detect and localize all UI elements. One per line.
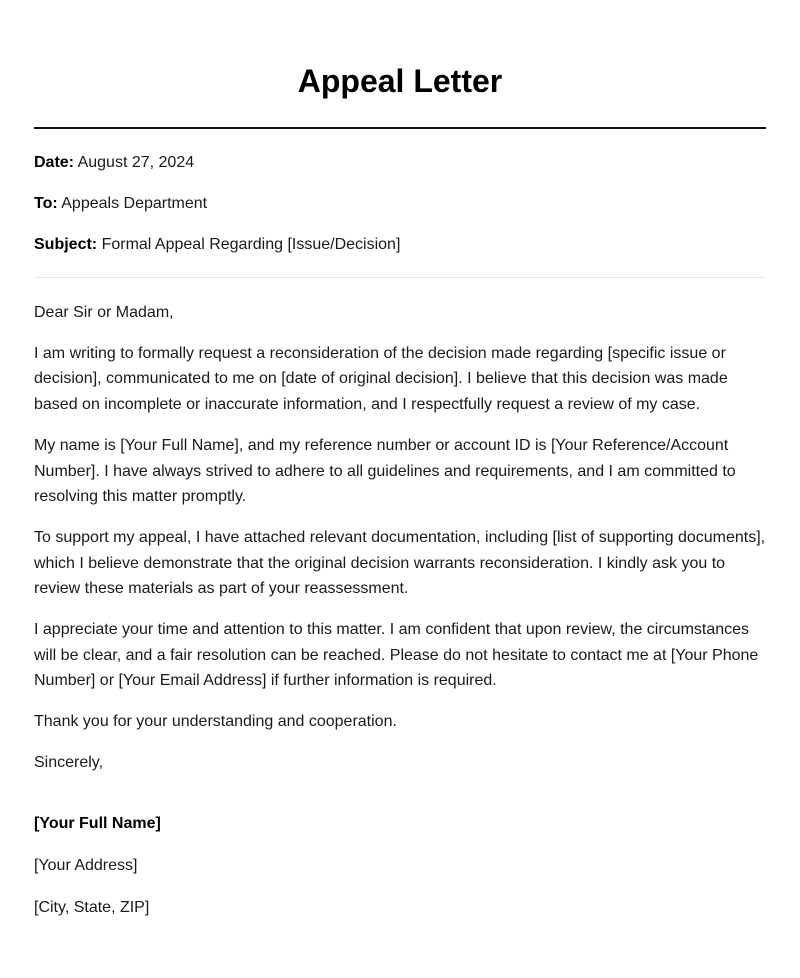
body-paragraph: I am writing to formally request a reconsideration of the decision made regarding [specific issue or decision], communicated to me on [date of original decision]. I believe that this decision was made based on incomplete or inaccurate information, and I respectfully request a review of my case. xyxy=(34,344,728,414)
letter-header xyxy=(34,153,766,255)
signature-city-state-zip: [City, State, ZIP] xyxy=(34,898,150,916)
recipient-value: Appeals Department xyxy=(61,195,208,212)
letter-body xyxy=(34,300,766,776)
body-paragraph: My name is [Your Full Name], and my reference number or account ID is [Your Reference/Account Number]. I have always strived to adhere to all guidelines and requirements, and I am committed to resolving this matter promptly. xyxy=(34,436,736,506)
title-divider xyxy=(34,127,766,129)
recipient-row xyxy=(34,194,766,214)
subject-value: Formal Appeal Regarding [Issue/Decision] xyxy=(101,236,401,253)
body-paragraph: Thank you for your understanding and cooperation. xyxy=(34,713,397,731)
subject-row xyxy=(34,235,766,255)
document-title: Appeal Letter xyxy=(297,63,503,99)
salutation: Dear Sir or Madam, xyxy=(34,304,174,321)
signature-address: [Your Address] xyxy=(34,856,138,874)
signature-block xyxy=(34,814,766,918)
body-paragraph: To support my appeal, I have attached relevant documentation, including [list of supporting documents], which I believe demonstrate that the original decision warrants reconsideration. I kindly ask you to review these materials as part of your reassessment. xyxy=(34,528,766,598)
date-label: Date: xyxy=(34,154,75,171)
date-row xyxy=(34,153,766,173)
recipient-label: To: xyxy=(34,195,58,212)
date-value: August 27, 2024 xyxy=(77,154,195,171)
signature-name: [Your Full Name] xyxy=(34,814,161,832)
header-divider xyxy=(34,277,766,278)
body-paragraph: I appreciate your time and attention to this matter. I am confident that upon review, the circumstances will be clear, and a fair resolution can be reached. Please do not hesitate to contact me at [Your Phone Number] or [Your Email Address] if further information is required. xyxy=(34,621,759,690)
closing: Sincerely, xyxy=(34,753,104,771)
subject-label: Subject: xyxy=(34,236,98,253)
